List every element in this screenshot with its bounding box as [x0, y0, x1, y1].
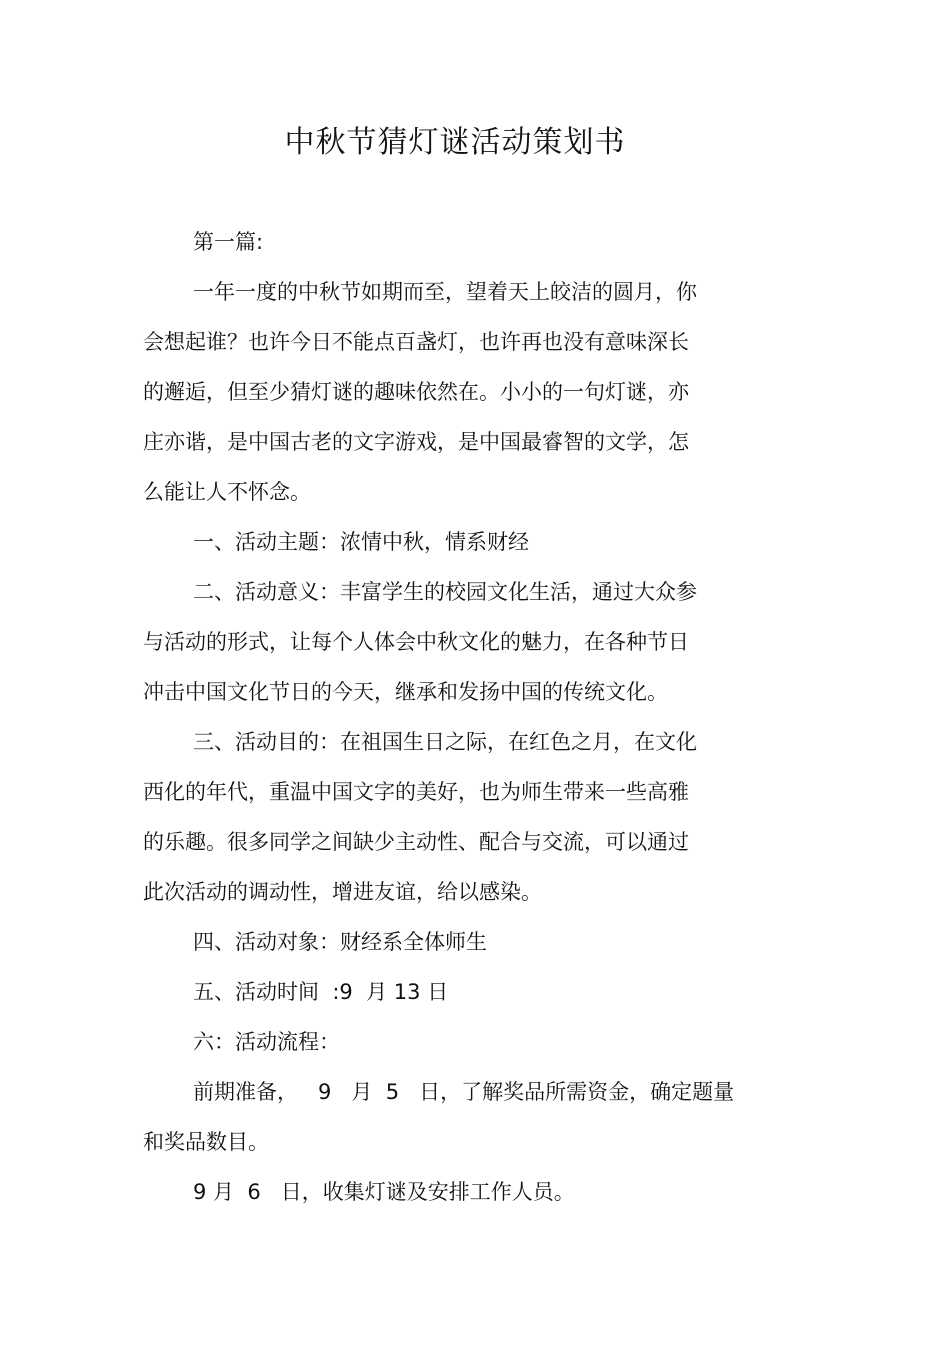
text-line: 一、活动主题：浓情中秋，情系财经 — [193, 530, 529, 554]
text-line: 9 月 6 日，收集灯谜及安排工作人员。 — [193, 1180, 575, 1204]
document-body — [143, 217, 768, 1217]
text-line: 的乐趣。很多同学之间缺少主动性、配合与交流，可以通过 — [143, 830, 689, 854]
text-line: 么能让人不怀念。 — [143, 480, 311, 504]
text-line: 二、活动意义：丰富学生的校园文化生活，通过大众参 — [193, 580, 697, 604]
text-line: 庄亦谐，是中国古老的文字游戏，是中国最睿智的文学，怎 — [143, 430, 689, 454]
text-line: 前期准备， 9 月 5 日，了解奖品所需资金，确定题量 — [193, 1080, 735, 1104]
text-line: 五、活动时间 :9 月 13 日 — [193, 980, 449, 1004]
text-line: 六：活动流程： — [193, 1030, 340, 1054]
text-line: 会想起谁？也许今日不能点百盏灯，也许再也没有意味深长 — [143, 330, 689, 354]
text-line: 一年一度的中秋节如期而至，望着天上皎洁的圆月，你 — [193, 280, 697, 304]
text-line: 四、活动对象：财经系全体师生 — [193, 930, 487, 954]
document-title: 中秋节猜灯谜活动策划书 — [284, 125, 626, 160]
text-line: 第一篇: — [193, 230, 264, 254]
text-line: 的邂逅，但至少猜灯谜的趣味依然在。小小的一句灯谜，亦 — [143, 380, 689, 404]
text-line: 与活动的形式，让每个人体会中秋文化的魅力，在各种节日 — [143, 630, 689, 654]
text-line: 冲击中国文化节日的今天，继承和发扬中国的传统文化。 — [143, 680, 668, 704]
text-line: 和奖品数目。 — [143, 1130, 269, 1154]
text-line: 三、活动目的：在祖国生日之际，在红色之月，在文化 — [193, 730, 697, 754]
text-line: 西化的年代，重温中国文字的美好，也为师生带来一些高雅 — [143, 780, 689, 804]
text-line: 此次活动的调动性，增进友谊，给以感染。 — [143, 880, 542, 904]
